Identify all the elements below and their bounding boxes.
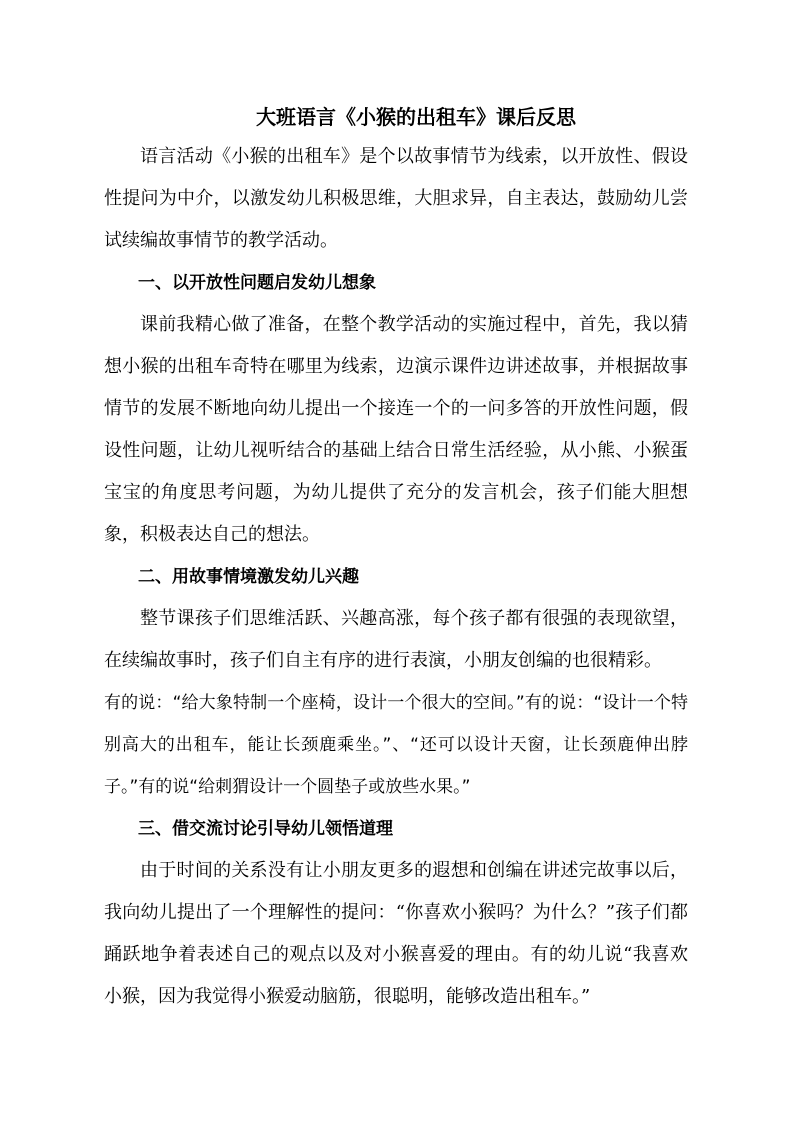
- document-page: [104, 98, 688, 1018]
- document-title: 大班语言《小猴的出租车》课后反思: [256, 105, 576, 129]
- intro-paragraph: 语言活动《小猴的出租车》是个以故事情节为线索，以开放性、假设性提问为中介，以激发幼儿积极思维，大胆求异，自主表达，鼓励幼儿尝试续编故事情节的教学活动。: [104, 146, 688, 251]
- section-quote-2: 有的说：“给大象特制一个座椅，设计一个很大的空间。”有的说：“设计一个特别高大的出租车，能让长颈鹿乘坐。”、“还可以设计天窗，让长颈鹿伸出脖子。”有的说“给刺猬设计一个圆垫子或放些水果。”: [104, 693, 688, 797]
- section-heading-2: 二、用故事情境激发幼儿兴趣: [138, 567, 359, 587]
- section-paragraph-3: 由于时间的关系没有让小朋友更多的遐想和创编在讲述完故事以后，我向幼儿提出了一个理解性的提问：“你喜欢小猴吗？为什么？”孩子们都踊跃地争着表述自己的观点以及对小猴喜爱的理由。有的幼儿说“我喜欢小猴，因为我觉得小猴爱动脑筋，很聪明，能够改造出租车。”: [104, 860, 688, 1007]
- section-heading-1: 一、以开放性问题启发幼儿想象: [138, 273, 376, 293]
- section-heading-3: 三、借交流讨论引导幼儿领悟道理: [138, 819, 393, 839]
- section-paragraph-1: 课前我精心做了准备，在整个教学活动的实施过程中，首先，我以猜想小猴的出租车奇特在哪里为线索，边演示课件边讲述故事，并根据故事情节的发展不断地向幼儿提出一个接连一个的一问多答的开放性问题，假设性问题，让幼儿视听结合的基础上结合日常生活经验，从小熊、小猴蛋宝宝的角度思考问题，为幼儿提供了充分的发言机会，孩子们能大胆想象，积极表达自己的想法。: [104, 314, 688, 545]
- section-paragraph-2: 整节课孩子们思维活跃、兴趣高涨，每个孩子都有很强的表现欲望，在续编故事时，孩子们自主有序的进行表演，小朋友创编的也很精彩。: [104, 608, 688, 671]
